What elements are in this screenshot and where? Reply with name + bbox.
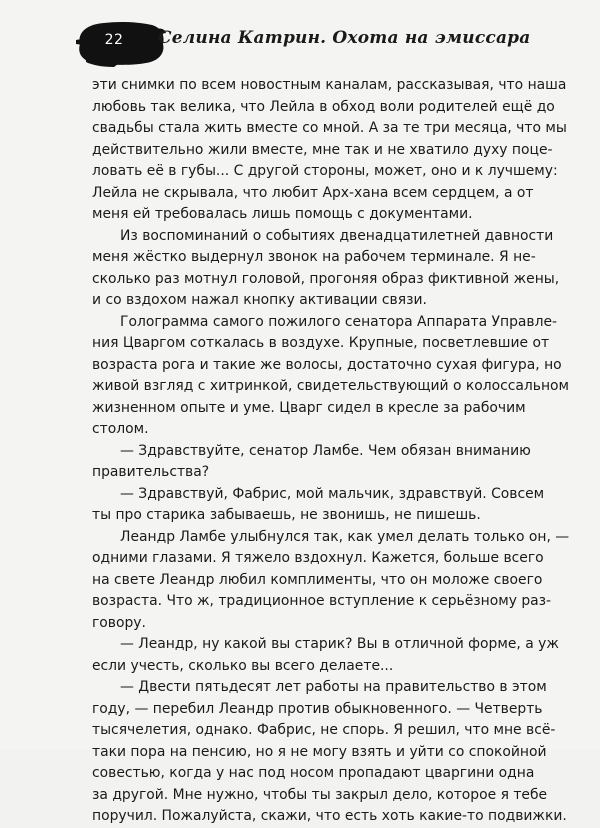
text-line: говору. bbox=[92, 614, 146, 631]
text-line: свадьбы стала жить вместе со мной. А за те три месяца, что мы bbox=[92, 120, 567, 136]
text-line: возраста. Что ж, традиционное вступление к серьёзному раз- bbox=[92, 593, 552, 609]
text-line: году, — перебил Леандр против обыкновенного. — Четверть bbox=[92, 700, 543, 717]
text-line: сколько раз мотнул головой, прогоняя образ фиктивной жены, bbox=[92, 270, 560, 287]
text-line: за другой. Мне нужно, чтобы ты закрыл дело, которое я тебе bbox=[92, 786, 548, 803]
text-line: действительно жили вместе, мне так и не хватило духу поце- bbox=[92, 141, 553, 158]
text-line: ния Цваргом соткалась в воздухе. Крупные, посветлевшие от bbox=[92, 335, 550, 351]
text-line: ловать её в губы... С другой стороны, может, оно и к лучшему: bbox=[92, 163, 558, 179]
text-line: возраста рога и такие же волосы, достаточно сухая фигура, но bbox=[92, 356, 562, 373]
text-line: эти снимки по всем новостным каналам, рассказывая, что наша bbox=[92, 77, 567, 93]
text-line: Лейла не скрывала, что любит Арх-хана всем сердцем, а от bbox=[92, 184, 534, 201]
text-line: и со вздохом нажал кнопку активации связи. bbox=[92, 292, 427, 308]
text-line: столом. bbox=[92, 421, 149, 437]
text-line: совестью, когда у нас под носом пропадают цваргини одна bbox=[92, 765, 535, 781]
text-line: тысячелетия, однако. Фабрис, не спорь. Я решил, что мне всё- bbox=[92, 722, 556, 738]
text-line: — Двести пятьдесят лет работы на правительство в этом bbox=[120, 679, 547, 695]
text-line: жизненном опыте и уме. Цварг сидел в кресле за рабочим bbox=[92, 399, 526, 416]
text-line: на свете Леандр любил комплименты, что он моложе своего bbox=[92, 571, 543, 588]
text-line: правительства? bbox=[92, 464, 210, 480]
text-line: если учесть, сколько вы всего делаете... bbox=[92, 657, 394, 674]
running-title: Селина Катрин. Охота на эмиссара bbox=[158, 28, 531, 48]
text-line: Из воспоминаний о событиях двенадцатилетней давности bbox=[120, 227, 554, 244]
text-line: одними глазами. Я тяжело вздохнул. Кажется, больше всего bbox=[92, 550, 544, 566]
text-line: — Здравствуйте, сенатор Ламбе. Чем обязан вниманию bbox=[120, 442, 531, 459]
text-line: меня жёстко выдернул звонок на рабочем терминале. Я не- bbox=[92, 249, 536, 265]
text-line: — Здравствуй, Фабрис, мой мальчик, здравствуй. Совсем bbox=[120, 485, 545, 502]
text-line: таки пора на пенсию, но я не могу взять и уйти со спокойной bbox=[92, 743, 547, 760]
text-line: — Леандр, ну какой вы старик? Вы в отличной форме, а уж bbox=[120, 636, 559, 652]
text-line: любовь так велика, что Лейла в обход воли родителей ещё до bbox=[92, 98, 555, 115]
text-line: ты про старика забываешь, не звонишь, не пишешь. bbox=[92, 507, 481, 523]
text-line: живой взгляд с хитринкой, свидетельствующий о колоссальном bbox=[92, 378, 570, 394]
text-line: Голограмма самого пожилого сенатора Аппарата Управле- bbox=[120, 313, 558, 330]
text-line: Леандр Ламбе улыбнулся так, как умел делать только он, — bbox=[120, 528, 570, 545]
body-text bbox=[92, 75, 570, 828]
text-line: меня ей требовалась лишь помощь с документами. bbox=[92, 206, 473, 222]
text-line: поручил. Пожалуйста, скажи, что есть хоть какие-то подвижки. bbox=[92, 808, 567, 824]
page-number: 22 bbox=[104, 32, 124, 48]
